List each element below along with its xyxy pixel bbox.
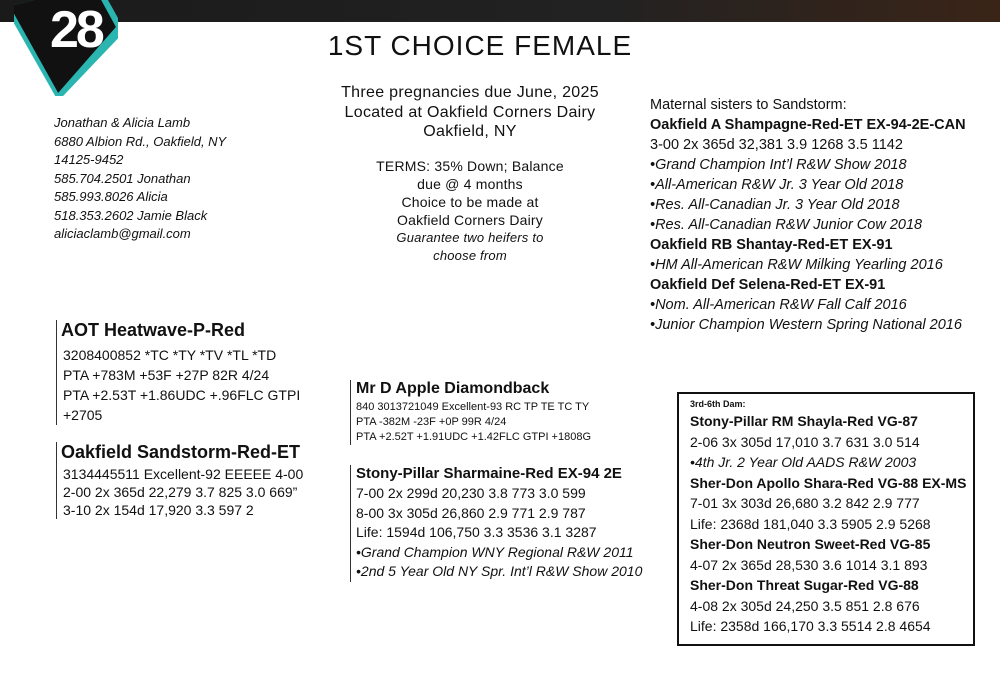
dam-name: Sher-Don Apollo Shara-Red VG-88 EX-MS bbox=[690, 474, 967, 491]
dam-record: 4-07 2x 365d 28,530 3.6 1014 3.1 893 bbox=[690, 556, 928, 573]
granddam-award: •Grand Champion WNY Regional R&W 2011 bbox=[356, 543, 634, 560]
dam-name: Sher-Don Threat Sugar-Red VG-88 bbox=[690, 577, 919, 593]
mgs-line: PTA +2.52T +1.91UDC +1.42FLC GTPI +1808G bbox=[356, 431, 592, 443]
dams-box bbox=[677, 392, 975, 646]
dams-box-heading: 3rd-6th Dam: bbox=[690, 399, 746, 409]
mgs-name: Mr D Apple Diamondback bbox=[356, 380, 550, 397]
granddam-line: 7-00 2x 299d 20,230 3.8 773 3.0 599 bbox=[356, 485, 586, 501]
terms-line: TERMS: 35% Down; Balance bbox=[376, 158, 564, 174]
sister-award: •Nom. All-American R&W Fall Calf 2016 bbox=[650, 297, 907, 313]
mgs-line: 840 3013721049 Excellent-93 RC TP TE TC TY bbox=[356, 401, 590, 413]
sire-line: PTA +2.53T +1.86UDC +.96FLC GTPI bbox=[63, 387, 301, 403]
dam-award: •4th Jr. 2 Year Old AADS R&W 2003 bbox=[690, 454, 917, 470]
lot-badge bbox=[14, 0, 118, 96]
maternal-sisters bbox=[650, 95, 966, 335]
dam-line: 3-10 2x 154d 17,920 3.3 597 2 bbox=[63, 502, 254, 518]
maternal-heading: Maternal sisters to Sandstorm: bbox=[650, 97, 847, 113]
contact-line: 585.704.2501 Jonathan bbox=[54, 170, 191, 186]
sister-award: •HM All-American R&W Milking Yearling 2016 bbox=[650, 257, 943, 273]
maternal-grandsire-block bbox=[350, 380, 591, 445]
dam-record: 4-08 2x 305d 24,250 3.5 851 2.8 676 bbox=[690, 597, 920, 614]
sister-award: •All-American R&W Jr. 3 Year Old 2018 bbox=[650, 177, 904, 193]
pregnancy-line: Located at Oakfield Corners Dairy bbox=[344, 103, 596, 121]
dam-record: Life: 2358d 166,170 3.3 5514 2.8 4654 bbox=[690, 618, 931, 634]
terms-guarantee: Guarantee two heifers to bbox=[396, 230, 544, 245]
terms-line: due @ 4 months bbox=[417, 176, 523, 192]
pregnancy-line: Three pregnancies due June, 2025 bbox=[341, 84, 599, 101]
pregnancy-info bbox=[300, 83, 640, 142]
granddam-award: •2nd 5 Year Old NY Spr. Int’l R&W Show 2010 bbox=[356, 563, 643, 579]
dam-record: 2-06 3x 305d 17,010 3.7 631 3.0 514 bbox=[690, 433, 920, 450]
dam-name: Stony-Pillar RM Shayla-Red VG-87 bbox=[690, 413, 918, 429]
sister-name: Oakfield RB Shantay-Red-ET EX-91 bbox=[650, 237, 893, 253]
contact-line: 14125-9452 bbox=[54, 152, 124, 167]
dam-name: Sher-Don Neutron Sweet-Red VG-85 bbox=[690, 536, 931, 552]
sister-award: •Grand Champion Int’l R&W Show 2018 bbox=[650, 157, 907, 173]
mgs-line: PTA -382M -23F +0P 99R 4/24 bbox=[356, 416, 507, 428]
sire-block bbox=[56, 320, 300, 425]
top-banner bbox=[0, 0, 1000, 22]
contact-email: aliciaclamb@gmail.com bbox=[54, 226, 191, 241]
sister-award: •Junior Champion Western Spring National 2016 bbox=[650, 317, 962, 333]
sister-name: Oakfield Def Selena-Red-ET EX-91 bbox=[650, 277, 886, 293]
contact-line: 585.993.8026 Alicia bbox=[54, 189, 168, 204]
page-title: 1ST CHOICE FEMALE bbox=[327, 30, 633, 61]
dam-block bbox=[56, 442, 303, 519]
contact-line: 6880 Albion Rd., Oakfield, NY bbox=[54, 133, 227, 149]
granddam-line: Life: 1594d 106,750 3.3 3536 3.1 3287 bbox=[356, 524, 597, 540]
contact-line: 518.353.2602 Jamie Black bbox=[54, 207, 208, 223]
terms-guarantee: choose from bbox=[433, 248, 507, 263]
lot-number: 28 bbox=[50, 1, 102, 59]
sister-award: •Res. All-Canadian Jr. 3 Year Old 2018 bbox=[650, 197, 900, 213]
pregnancy-line: Oakfield, NY bbox=[423, 123, 517, 140]
dam-line: 3134445511 Excellent-92 EEEEE 4-00 bbox=[63, 466, 304, 482]
sire-line: +2705 bbox=[63, 407, 103, 423]
sale-terms bbox=[340, 157, 600, 265]
dam-name: Oakfield Sandstorm-Red-ET bbox=[61, 442, 301, 462]
consignor-contact bbox=[54, 114, 226, 244]
sire-line: PTA +783M +53F +27P 82R 4/24 bbox=[63, 367, 270, 383]
sire-line: 3208400852 *TC *TY *TV *TL *TD bbox=[63, 347, 277, 363]
granddam-line: 8-00 3x 305d 26,860 2.9 771 2.9 787 bbox=[356, 504, 586, 521]
sister-name: Oakfield A Shampagne-Red-ET EX-94-2E-CAN bbox=[650, 117, 966, 133]
contact-line: Jonathan & Alicia Lamb bbox=[54, 115, 191, 130]
dam-record: Life: 2368d 181,040 3.3 5905 2.9 5268 bbox=[690, 515, 931, 532]
granddam-block bbox=[350, 465, 642, 582]
terms-line: Choice to be made at bbox=[401, 194, 539, 210]
dam-record: 7-01 3x 303d 26,680 3.2 842 2.9 777 bbox=[690, 495, 920, 511]
sister-record: 3-00 2x 365d 32,381 3.9 1268 3.5 1142 bbox=[650, 137, 903, 153]
granddam-name: Stony-Pillar Sharmaine-Red EX-94 2E bbox=[356, 465, 622, 482]
sister-award: •Res. All-Canadian R&W Junior Cow 2018 bbox=[650, 217, 923, 233]
terms-line: Oakfield Corners Dairy bbox=[397, 212, 543, 228]
dam-line: 2-00 2x 365d 22,279 3.7 825 3.0 669” bbox=[63, 484, 298, 500]
sire-name: AOT Heatwave-P-Red bbox=[61, 320, 246, 340]
